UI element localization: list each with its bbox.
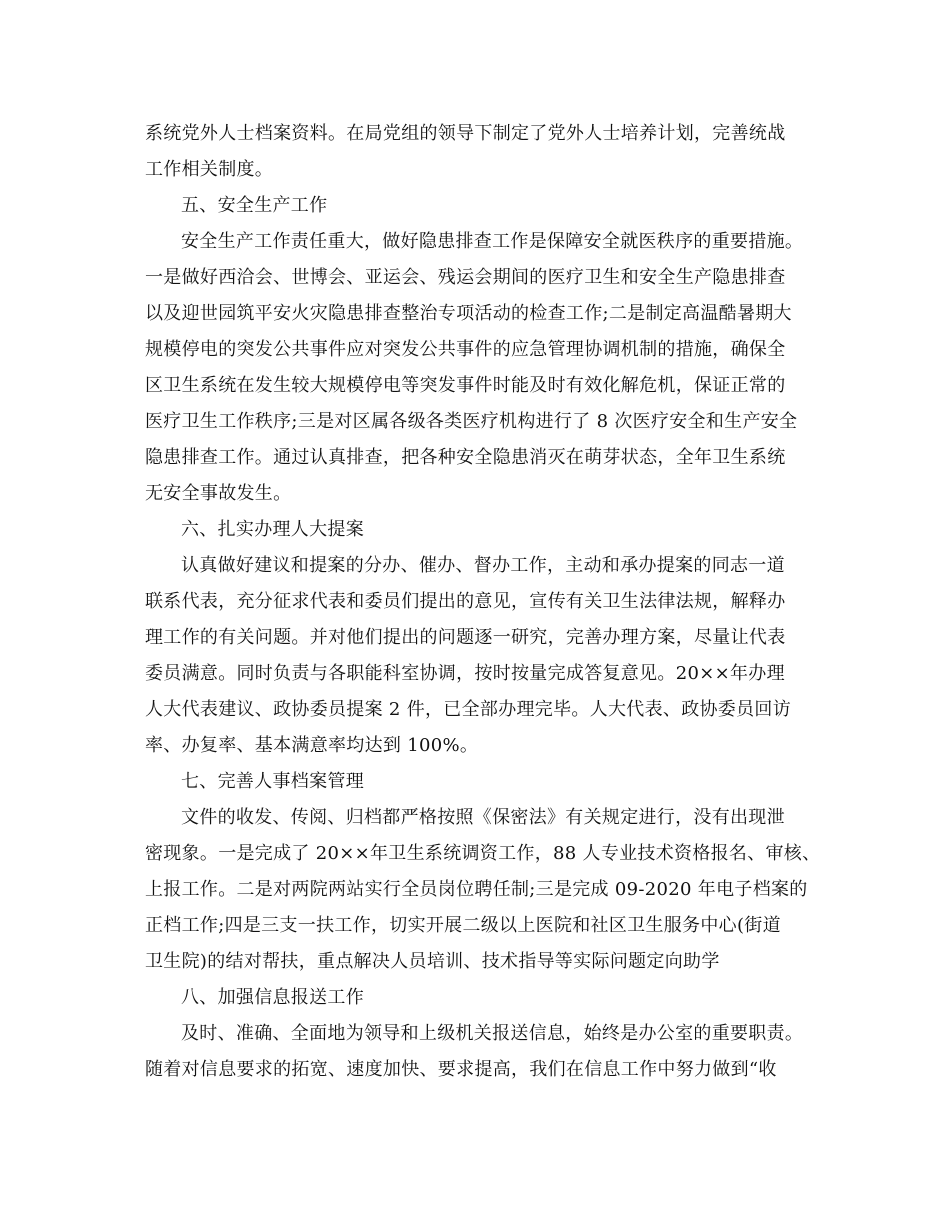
- section-heading-6: 六、扎实办理人大提案: [181, 519, 364, 540]
- text-line: 无安全事故发生。: [145, 483, 292, 504]
- section-heading-5: 五、安全生产工作: [181, 195, 328, 216]
- text-line: 卫生院)的结对帮扶，重点解决人员培训、技术指导等实际问题定向助学: [145, 951, 720, 972]
- section-heading-7: 七、完善人事档案管理: [181, 771, 364, 792]
- text-line: 正档工作;四是三支一扶工作，切实开展二级以上医院和社区卫生服务中心(街道: [145, 915, 781, 936]
- text-line: 人大代表建议、政协委员提案 2 件，已全部办理完毕。人大代表、政协委员回访: [145, 699, 791, 720]
- text-line: 区卫生系统在发生较大规模停电等突发事件时能及时有效化解危机，保证正常的: [145, 375, 786, 396]
- text-line: 规模停电的突发公共事件应对突发公共事件的应急管理协调机制的措施，确保全: [145, 339, 786, 360]
- section-heading-8: 八、加强信息报送工作: [181, 987, 364, 1008]
- paragraph-start: 及时、准确、全面地为领导和上级机关报送信息，始终是办公室的重要职责。: [181, 1023, 804, 1044]
- text-line: 隐患排查工作。通过认真排查，把各种安全隐患消灭在萌芽状态，全年卫生系统: [145, 447, 786, 468]
- text-line: 委员满意。同时负责与各职能科室协调，按时按量完成答复意见。20××年办理: [145, 663, 785, 684]
- text-line: 工作相关制度。: [145, 159, 274, 180]
- text-line: 随着对信息要求的拓宽、速度加快、要求提高，我们在信息工作中努力做到“收: [145, 1059, 777, 1080]
- text-line: 以及迎世园筑平安火灾隐患排查整治专项活动的检查工作;二是制定高温酷暑期大: [145, 303, 792, 324]
- document-body: [145, 116, 821, 1088]
- text-line: 医疗卫生工作秩序;三是对区属各级各类医疗机构进行了 8 次医疗安全和生产安全: [145, 411, 798, 432]
- text-line: 联系代表，充分征求代表和委员们提出的意见，宣传有关卫生法律法规，解释办: [145, 591, 786, 612]
- text-line: 一是做好西洽会、世博会、亚运会、残运会期间的医疗卫生和安全生产隐患排查: [145, 267, 786, 288]
- paragraph-start: 认真做好建议和提案的分办、催办、督办工作，主动和承办提案的同志一道: [181, 555, 785, 576]
- text-line: 密现象。一是完成了 20××年卫生系统调资工作，88 人专业技术资格报名、审核、: [145, 843, 821, 864]
- text-line: 理工作的有关问题。并对他们提出的问题逐一研究，完善办理方案，尽量让代表: [145, 627, 786, 648]
- paragraph-start: 文件的收发、传阅、归档都严格按照《保密法》有关规定进行，没有出现泄: [181, 807, 785, 828]
- text-line: 率、办复率、基本满意率均达到 100%。: [145, 735, 479, 756]
- text-line: 系统党外人士档案资料。在局党组的领导下制定了党外人士培养计划，完善统战: [145, 123, 786, 144]
- text-line: 上报工作。二是对两院两站实行全员岗位聘任制;三是完成 09-2020 年电子档案的: [145, 879, 808, 900]
- paragraph-start: 安全生产工作责任重大，做好隐患排查工作是保障安全就医秩序的重要措施。: [181, 231, 804, 252]
